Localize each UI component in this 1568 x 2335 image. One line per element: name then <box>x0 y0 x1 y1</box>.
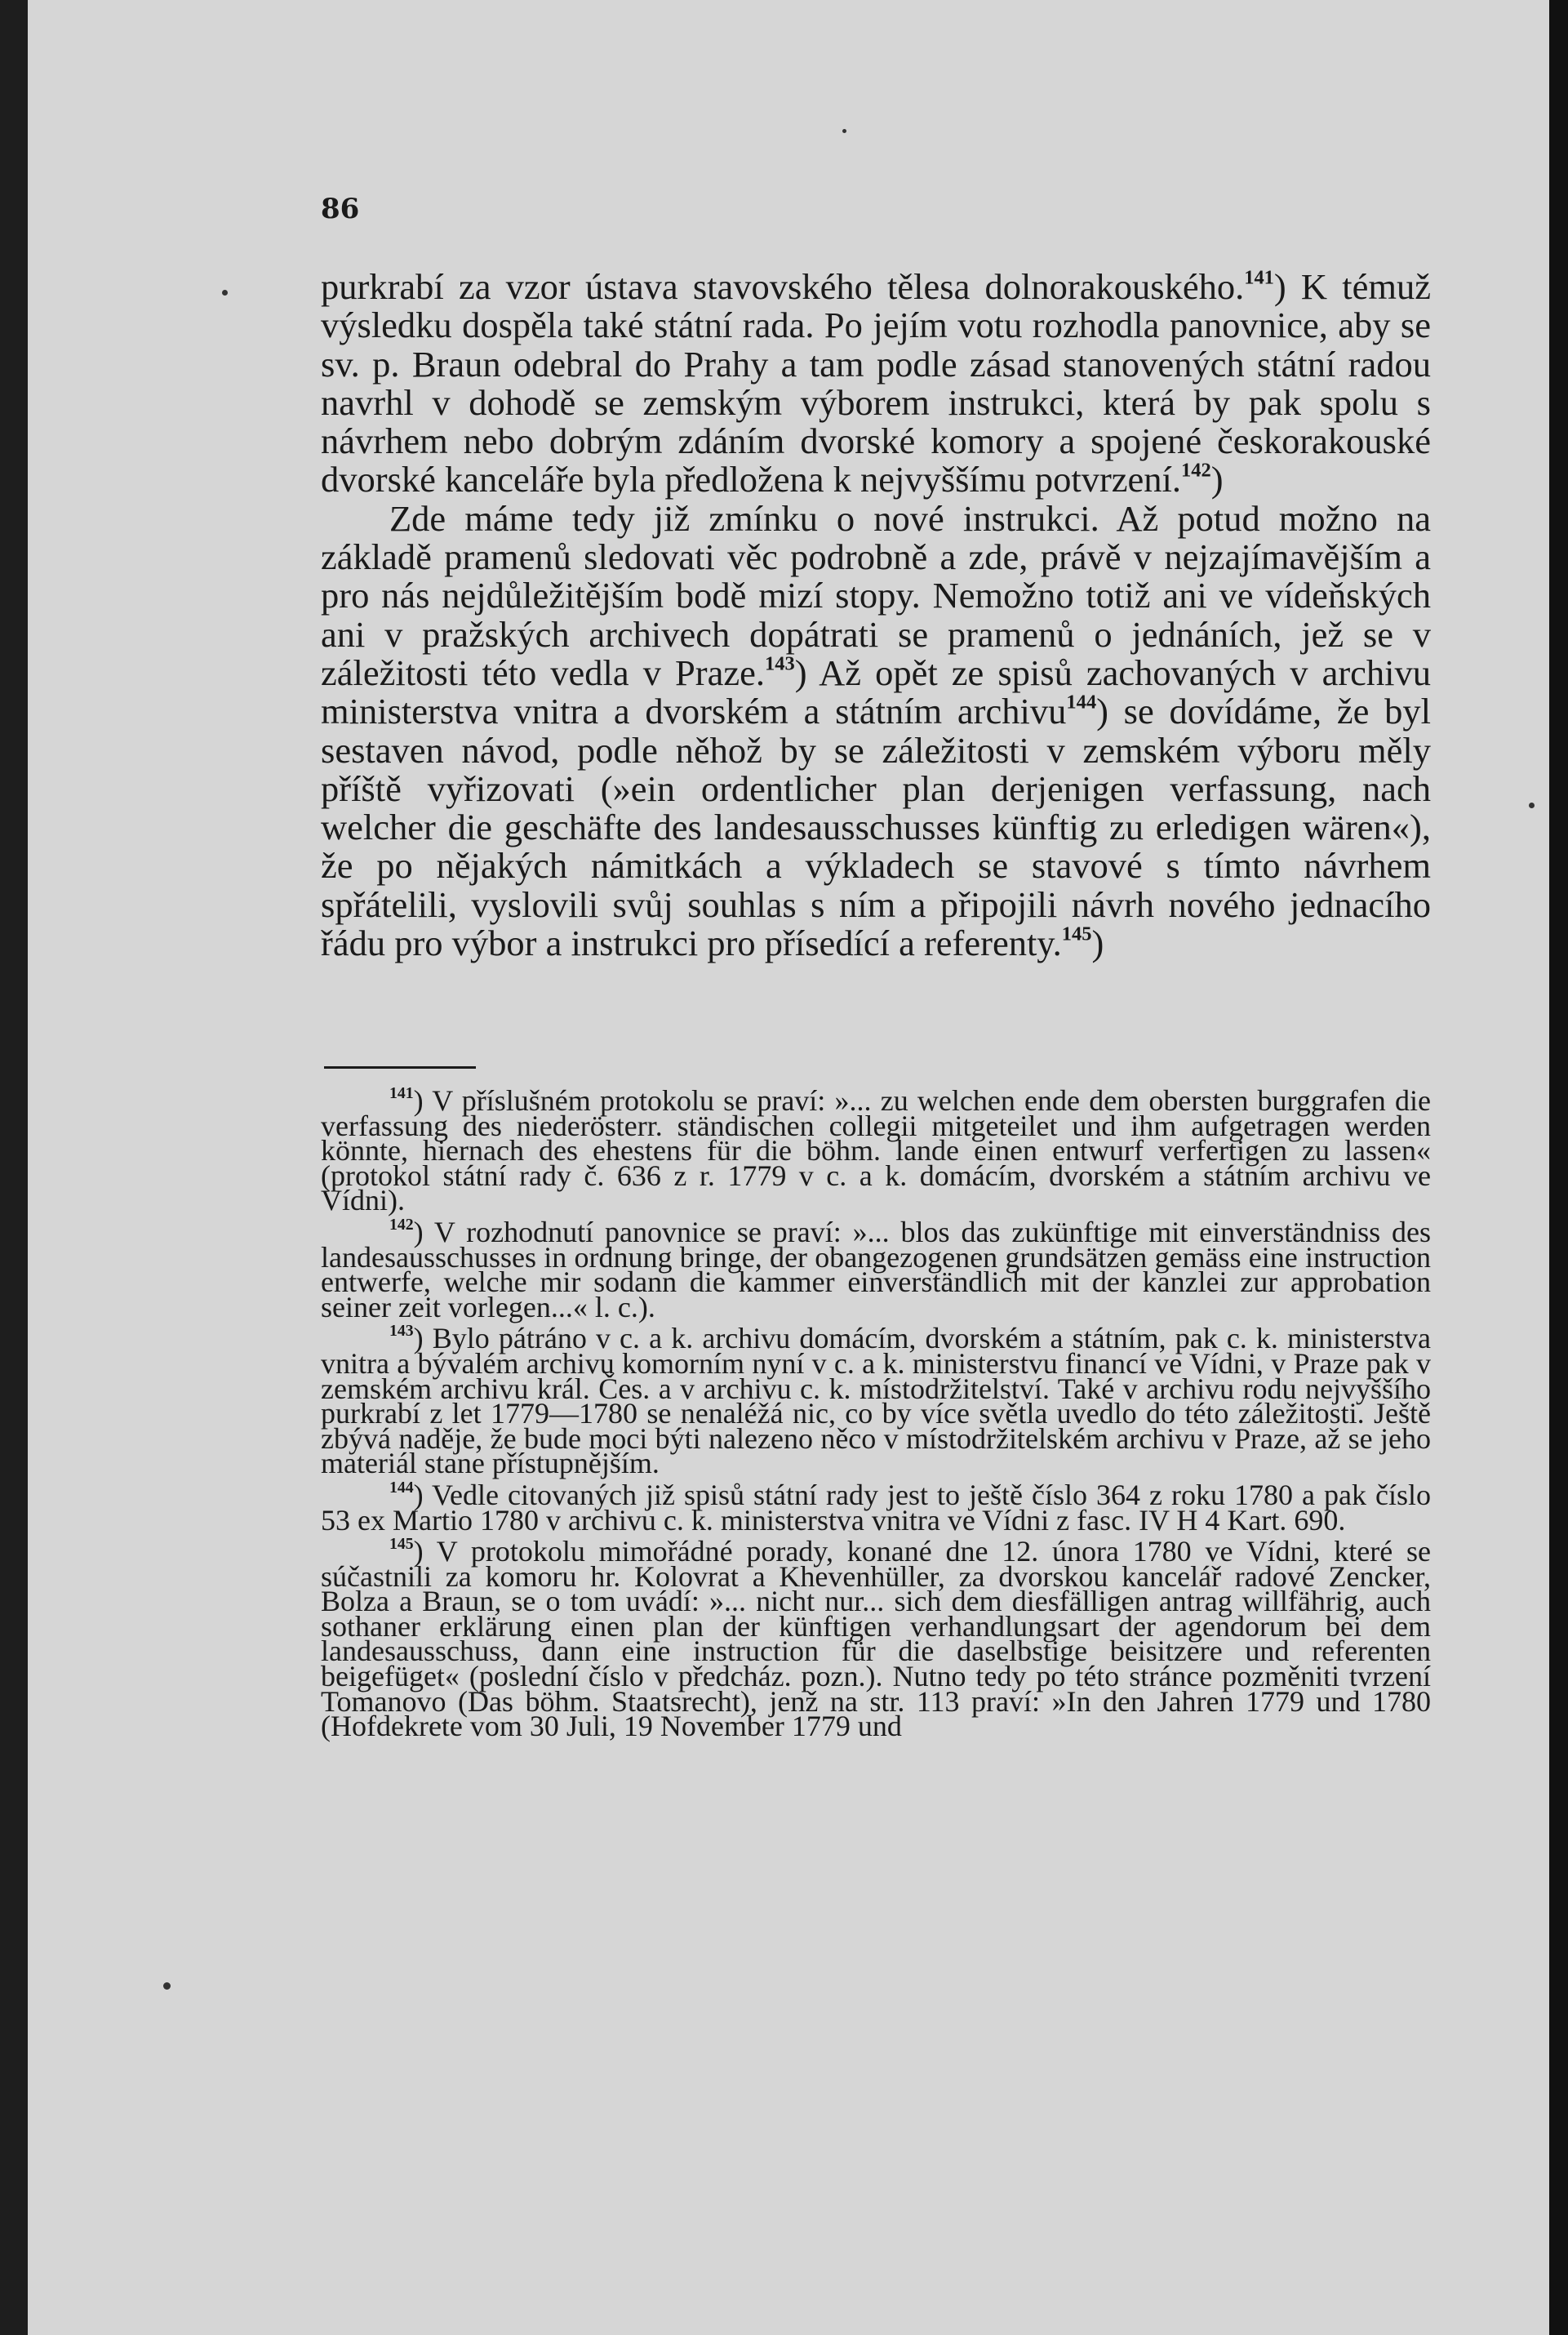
footnote-text: ) V příslušném protokolu se praví: »... zu welchen ende dem obersten burggrafen die verfassung des niederösterr. ständischen collegii mitgeteilet und ihm aufgetragen werden könnte, hiernach des ehestens für die böhm. lande einen entwurf verfertigen zu lassen« (protokol státní rady č. 636 z r. 1779 v c. a k. domácím, dvorském a státním archivu ve Vídni). <box>321 1084 1431 1217</box>
footnote-divider <box>324 1066 476 1069</box>
footnote-145 <box>321 1535 1431 1743</box>
scan-speck <box>163 1982 171 1990</box>
main-text <box>321 268 1431 963</box>
footnote-142 <box>321 1215 1431 1323</box>
footnote-text: ) Vedle citovaných již spisů státní rady jest to ještě číslo 364 z roku 1780 a pak číslo 53 ex Martio 1780 v archivu c. k. ministerstva vnitra ve Vídni z fasc. IV H 4 Kart. 690. <box>321 1478 1431 1537</box>
scan-edge-shadow <box>1549 0 1568 2335</box>
footnotes <box>321 1084 1431 1746</box>
footnote-143 <box>321 1322 1431 1480</box>
paragraph-1-text: purkrabí za vzor ústava stavovského tělesa dolnorakouského. <box>321 266 1245 307</box>
paragraph-2-seg-2: ) Až opět ze spisů zachovaných v archivu ministerstva vnitra a dvorském a státním archivu <box>321 652 1432 732</box>
paragraph-2-seg-4: ) <box>1091 923 1104 964</box>
footnote-number: 144 <box>389 1479 414 1497</box>
paragraph-2-seg-3: ) se dovídáme, že byl sestaven návod, podle něhož by se záležitosti v zemském výboru měly příště vyřizovati (»ein ordentlicher plan derjenigen verfassung, nach welcher die geschäfte des landesausschusses künftig zu erledigen wären«), že po nějakých námitkách a výkladech se stavové s tímto návrhem spřátelili, vyslovili svůj souhlas s ním a připojili návrh nového jednacího řádu pro výbor a instrukci pro přísedící a referenty. <box>321 691 1431 964</box>
scan-speck <box>842 129 846 133</box>
scan-speck <box>222 290 228 296</box>
paragraph-2-seg-1: Zde máme tedy již zmínku o nové instrukci. Až potud možno na základě pramenů sledovati věc podrobně a zde, právě v nejzajímavějším a pro nás nejdůležitějším bodě mizí stopy. Nemožno totiž ani ve vídeňských ani v pražských archivech dopátrati se pramenů o jednáních, jež se v záležitosti této vedla v Praze. <box>321 497 1431 693</box>
footnote-ref-141: 141 <box>1244 266 1274 289</box>
footnote-text: ) Bylo pátráno v c. a k. archivu domácím, dvorském a státním, pak c. k. ministerstva vnitra a bývalém archivu komorním nyní v c. a k. ministerstvu financí ve Vídni, v Praze pak v zemském archivu král. Čes. a v archivu c. k. místodržitelství. Také v archivu rodu nejvyššího purkrabí z let 1779—1780 se nenaléžá nic, co by více světla uvedlo do této záležitosti. Ještě zbývá naděje, že bude moci býti nalezeno něco v místodržitelském archivu v Praze, až se jeho materiál stane přístupnějším. <box>321 1322 1431 1480</box>
footnote-ref-144: 144 <box>1066 691 1097 714</box>
footnote-text: ) V protokolu mimořádné porady, konané dne 12. února 1780 ve Vídni, které se súčastnili za komoru hr. Kolovrat a Khevenhüller, za dvorskou kancelář radové Zencker, Bolza a Braun, se o tom uvádí: »... nicht nur... sich dem diesfälligen antrag willfährig, auch sothaner erklärung einen plan der künftigen verhandlungsart der agendorum bei dem landesausschuss, dann eine instruction für die daselbstige beisitzere und referenten beigefüget« (poslední číslo v předcház. pozn.). Nutno tedy po této stránce pozměniti tvrzení Tomanovo (Das böhm. Staatsrecht), jenž na str. 113 praví: »In den Jahren 1779 und 1780 (Hofdekrete vom 30 Juli, 19 November 1779 und <box>321 1535 1431 1743</box>
footnote-ref-143: 143 <box>764 652 795 675</box>
paragraph-1 <box>321 268 1431 500</box>
paragraph-2 <box>321 497 1432 964</box>
footnote-number: 142 <box>389 1216 414 1234</box>
footnote-ref-145: 145 <box>1061 923 1092 945</box>
footnote-ref-142: 142 <box>1181 460 1211 483</box>
footnote-number: 145 <box>389 1535 414 1554</box>
footnote-text: ) V rozhodnutí panovnice se praví: »... blos das zukünftige mit einverständniss des landesausschusses in ordnung bringe, der obangezogenen grundsätzen gemäss eine instruction entwerfe, welche mir sodann die kammer einverständlich mit der kanzlei zur approbation seiner zeit vorlegen...« l. c.). <box>321 1215 1431 1323</box>
paragraph-1-end: ) <box>1210 459 1224 500</box>
paragraph-1-text-cont: ) K témuž výsledku dospěla také státní rada. Po jejím votu rozhodla panovnice, aby se sv. p. Braun odebral do Prahy a tam podle zásad stanovených státní radou navrhl v dohodě se zemským výborem instrukci, která by pak spolu s návrhem nebo dobrým zdáním dvorské komory a spojené českorakouské dvorské kanceláře byla předložena k nejvyššímu potvrzení. <box>321 266 1432 500</box>
footnote-number: 143 <box>389 1322 414 1341</box>
scan-speck <box>1529 803 1535 808</box>
footnote-141 <box>321 1084 1431 1217</box>
footnote-number: 141 <box>389 1084 414 1103</box>
footnote-144 <box>321 1478 1431 1537</box>
page-number: 86 <box>321 193 360 225</box>
